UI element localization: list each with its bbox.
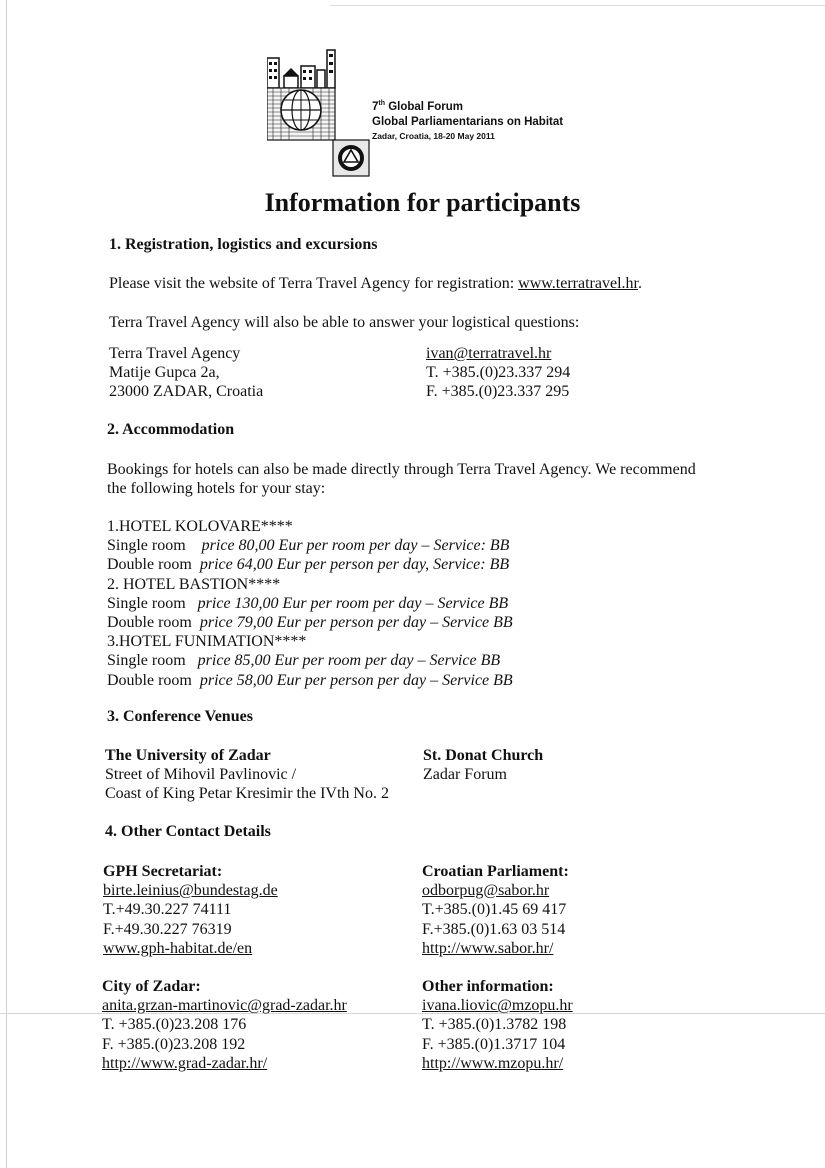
hotel-list xyxy=(107,517,513,690)
agency-phone: T. +385.(0)23.337 294 xyxy=(426,364,571,382)
forum-name: Global Parliamentarians on Habitat xyxy=(372,115,564,128)
agency-contact xyxy=(426,344,570,402)
contact-email-link[interactable]: ivana.liovic@mzopu.hr xyxy=(422,997,573,1015)
section-venues-heading: 3. Conference Venues xyxy=(107,708,253,725)
contact-gph-secretariat: GPH Secretariat: birte.leinius@bundestag.de T.+49.30.227 74111 F.+49.30.227 76319 www.gph-habitat.de/en xyxy=(103,863,278,957)
contact-email-link[interactable]: odborpug@sabor.hr xyxy=(422,882,550,900)
room-rate: Double room price 58,00 Eur per person per day – Service BB xyxy=(107,671,513,689)
room-rate: Single room price 130,00 Eur per room per day – Service BB xyxy=(107,594,509,612)
registration-text: Please visit the website of Terra Travel Agency for registration: www.terratravel.hr. xyxy=(109,275,642,292)
contact-web-link[interactable]: www.gph-habitat.de/en xyxy=(103,939,253,957)
contact-web-link[interactable]: http://www.mzopu.hr/ xyxy=(422,1054,564,1072)
contact-web-link[interactable]: http://www.sabor.hr/ xyxy=(422,939,554,957)
forum-place-date: Zadar, Croatia, 18-20 May 2011 xyxy=(372,130,495,141)
page-title: Information for participants xyxy=(264,188,581,217)
scan-edge-left xyxy=(6,0,7,1168)
contact-email-link[interactable]: anita.grzan-martinovic@grad-zadar.hr xyxy=(102,997,347,1015)
contact-croatian-parliament: Croatian Parliament: odborpug@sabor.hr T.+385.(0)1.45 69 417 F.+385.(0)1.63 03 514 http://www.sabor.hr/ xyxy=(422,863,569,957)
forum-info xyxy=(372,96,563,142)
venue-st-donat: St. Donat Church Zadar Forum xyxy=(423,747,544,784)
contact-email-link[interactable]: birte.leinius@bundestag.de xyxy=(103,882,278,900)
room-rate: Single room price 85,00 Eur per room per day – Service BB xyxy=(107,652,501,670)
scan-edge-top xyxy=(330,5,825,6)
terratravel-link[interactable]: www.terratravel.hr xyxy=(518,275,638,292)
hotel-name: 1.HOTEL KOLOVARE**** xyxy=(107,518,293,535)
forum-logo xyxy=(267,48,372,178)
logistics-text: Terra Travel Agency will also be able to answer your logistical questions: xyxy=(109,314,580,331)
contact-other-information: Other information: ivana.liovic@mzopu.hr T. +385.(0)1.3782 198 F. +385.(0)1.3717 104 http://www.mzopu.hr/ xyxy=(422,978,573,1072)
section-registration-heading: 1. Registration, logistics and excursions xyxy=(109,236,378,253)
section-contacts-heading: 4. Other Contact Details xyxy=(105,823,271,840)
agency-address: Terra Travel Agency Matije Gupca 2a, 23000 ZADAR, Croatia xyxy=(109,345,264,401)
accommodation-intro: Bookings for hotels can also be made directly through Terra Travel Agency. We recommend the following hotels for your stay: xyxy=(107,461,696,498)
contact-web-link[interactable]: http://www.grad-zadar.hr/ xyxy=(102,1054,268,1072)
agency-fax: F. +385.(0)23.337 295 xyxy=(426,383,570,401)
agency-email-link[interactable]: ivan@terratravel.hr xyxy=(426,345,552,362)
hotel-name: 3.HOTEL FUNIMATION**** xyxy=(107,633,307,651)
forum-edition: 7th Global Forum xyxy=(372,100,463,113)
venue-university: The University of Zadar Street of Mihovil Pavlinovic / Coast of King Petar Kresimir the IVth No. 2 xyxy=(105,747,389,803)
hotel-name: 2. HOTEL BASTION**** xyxy=(107,575,281,593)
room-rate: Single room price 80,00 Eur per room per day – Service: BB xyxy=(107,537,510,555)
room-rate: Double room price 79,00 Eur per person per day – Service BB xyxy=(107,614,513,632)
section-accommodation-heading: 2. Accommodation xyxy=(107,421,235,438)
contact-city-of-zadar: City of Zadar: anita.grzan-martinovic@grad-zadar.hr T. +385.(0)23.208 176 F. +385.(0)23.208 192 http://www.grad-zadar.hr/ xyxy=(102,978,347,1072)
room-rate: Double room price 64,00 Eur per person per day, Service: BB xyxy=(107,556,510,574)
